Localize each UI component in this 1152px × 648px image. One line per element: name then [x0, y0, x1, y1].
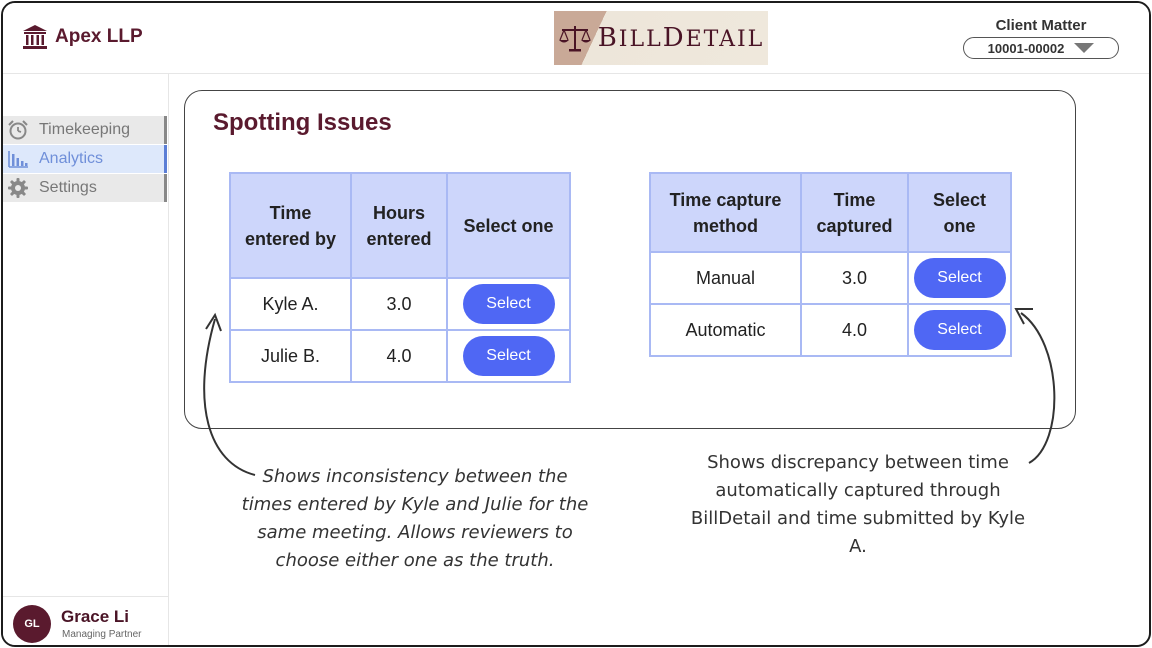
- timekeeper-name: Julie B.: [230, 330, 351, 382]
- hours-entered: 3.0: [351, 278, 447, 330]
- client-matter: [963, 17, 1119, 59]
- avatar: GL: [13, 605, 51, 643]
- table-row: [650, 304, 1011, 356]
- table-row: [650, 252, 1011, 304]
- hours-entered: 4.0: [351, 330, 447, 382]
- client-matter-dropdown[interactable]: [963, 37, 1119, 59]
- time-captured: 4.0: [801, 304, 908, 356]
- sidebar-item-label: Analytics: [39, 150, 104, 167]
- table-row: [230, 278, 570, 330]
- column-header: Select one: [908, 173, 1011, 252]
- select-button[interactable]: Select: [463, 336, 555, 376]
- user-name: Grace Li: [61, 607, 130, 626]
- time-entered-table: [229, 172, 571, 383]
- logo-wordmark: BILLDETAIL: [597, 23, 765, 53]
- select-cell: [447, 330, 570, 382]
- bar-chart-icon: [7, 148, 29, 170]
- scales-of-justice-icon: [558, 23, 592, 53]
- sidebar: [3, 74, 169, 647]
- select-cell: [447, 278, 570, 330]
- time-captured: 3.0: [801, 252, 908, 304]
- select-cell: [908, 304, 1011, 356]
- firm-brand: [21, 23, 143, 51]
- annotation-left: Shows inconsistency between the times entered by Kyle and Julie for the same meeting. Allows reviewers to choose either one as the truth.: [241, 466, 589, 571]
- timekeeper-name: Kyle A.: [230, 278, 351, 330]
- courthouse-icon: [21, 23, 49, 51]
- billdetail-logo: [554, 11, 768, 65]
- sidebar-item-label: Timekeeping: [39, 121, 131, 138]
- select-button[interactable]: Select: [463, 284, 555, 324]
- page-title: Spotting Issues: [213, 109, 392, 136]
- gear-icon: [7, 177, 29, 199]
- client-matter-value: 10001-00002: [987, 40, 1065, 56]
- firm-name: Apex LLP: [55, 26, 143, 47]
- client-matter-label: Client Matter: [995, 17, 1087, 34]
- app-window: [1, 1, 1151, 647]
- capture-method: Automatic: [650, 304, 801, 356]
- column-header: Hours entered: [351, 173, 447, 278]
- column-header: Time captured: [801, 173, 908, 252]
- sidebar-item-label: Settings: [39, 179, 97, 196]
- table-row: [230, 330, 570, 382]
- time-captured-table: [649, 172, 1012, 357]
- select-button[interactable]: Select: [914, 258, 1006, 298]
- chevron-down-icon: [1074, 43, 1094, 53]
- alarm-clock-icon: [7, 119, 29, 141]
- spotting-issues-card: [184, 90, 1076, 429]
- annotation-right: Shows discrepancy between time automatically captured through BillDetail and time submitted by Kyle A.: [690, 452, 1026, 557]
- user-profile[interactable]: [3, 596, 168, 647]
- select-button[interactable]: Select: [914, 310, 1006, 350]
- column-header: Time entered by: [230, 173, 351, 278]
- sidebar-item-settings[interactable]: [3, 174, 167, 202]
- user-role: Managing Partner: [62, 629, 142, 640]
- select-cell: [908, 252, 1011, 304]
- column-header: Time capture method: [650, 173, 801, 252]
- column-header: Select one: [447, 173, 570, 278]
- top-header: [3, 3, 1149, 74]
- sidebar-item-analytics[interactable]: [3, 145, 167, 173]
- capture-method: Manual: [650, 252, 801, 304]
- sidebar-item-timekeeping[interactable]: [3, 116, 167, 144]
